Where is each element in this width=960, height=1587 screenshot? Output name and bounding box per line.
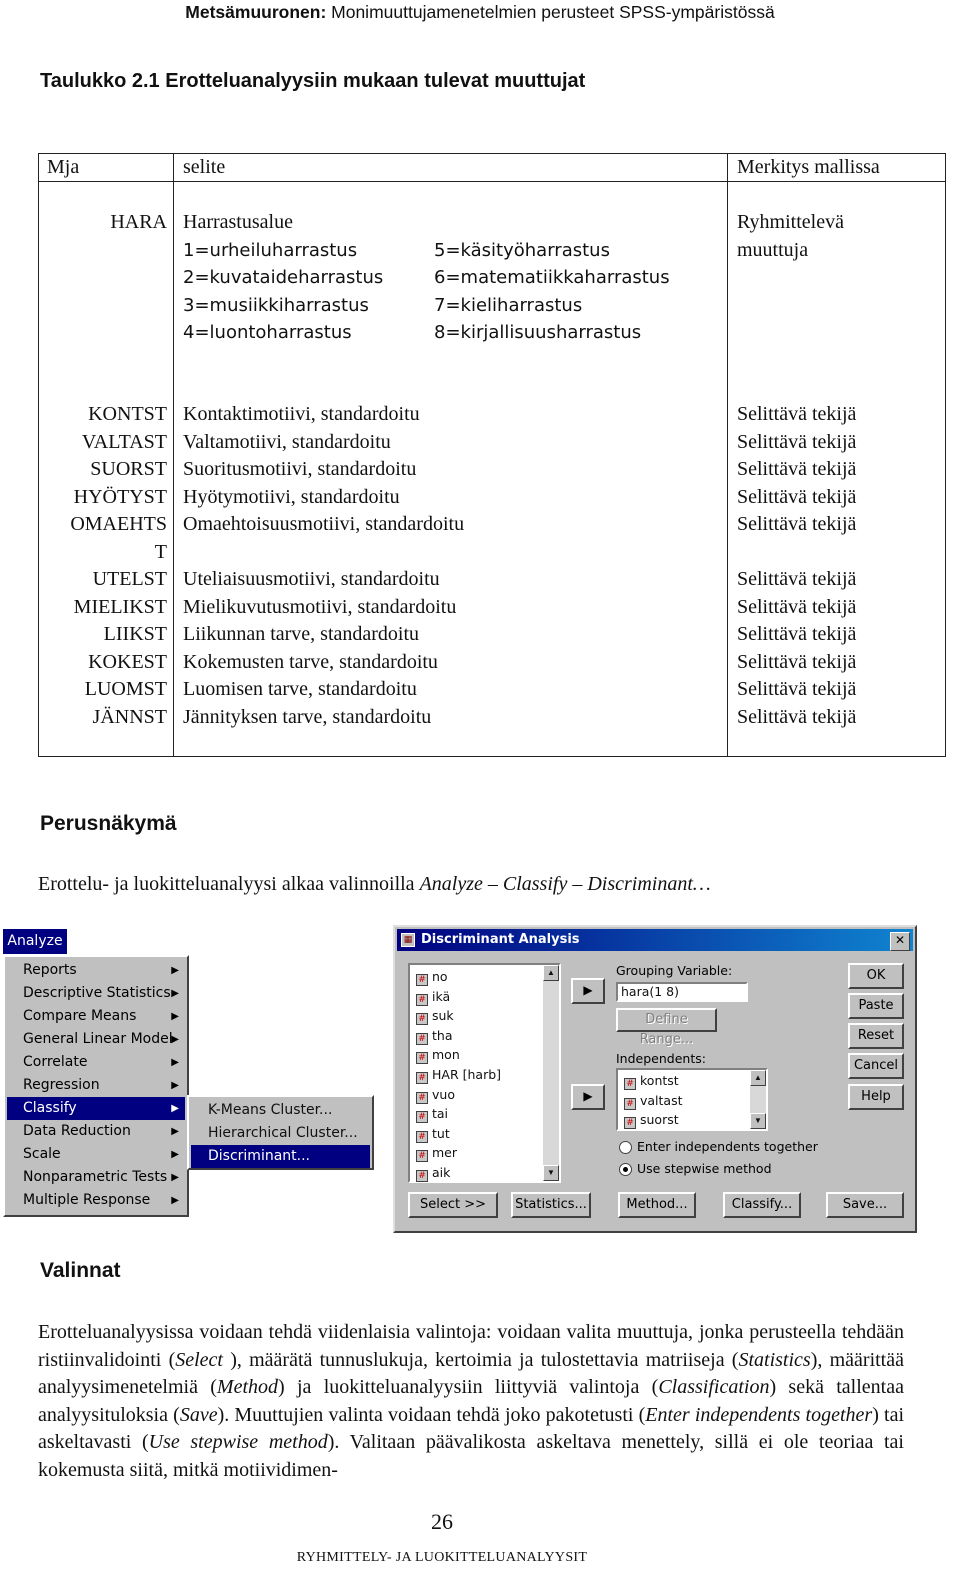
row-selite: Omaehtoisuusmotiivi, standardoitu: [183, 513, 465, 535]
variable-name: ikä: [432, 988, 451, 1004]
save-button[interactable]: Save...: [826, 1192, 904, 1218]
numeric-variable-icon: #: [416, 1052, 428, 1064]
variable-item[interactable]: [416, 1124, 450, 1144]
variables-table: [38, 153, 946, 757]
menu-item-label: Compare Means: [23, 1008, 137, 1024]
variable-list-scrollbar[interactable]: [543, 965, 559, 1181]
menu-item[interactable]: [7, 959, 185, 982]
row-selite: Liikunnan tarve, standardoitu: [183, 623, 420, 645]
menu-item[interactable]: [7, 1005, 185, 1028]
independent-item[interactable]: [624, 1071, 679, 1091]
variable-item[interactable]: [416, 1104, 448, 1124]
section-heading: Valinnat: [40, 1259, 121, 1282]
menu-item[interactable]: [7, 1074, 185, 1097]
analyze-menu-title[interactable]: Analyze: [3, 929, 67, 954]
column-divider: [727, 154, 728, 756]
hara-option: 8=kirjallisuusharrastus: [434, 322, 642, 343]
row-merkitys: Selittävä tekijä: [737, 513, 857, 535]
running-footer: RYHMITTELY- JA LUOKITTELUANALYYSIT: [296, 1550, 588, 1565]
table-caption: Taulukko 2.1 Erotteluanalyysiin mukaan tulevat muuttujat: [40, 70, 586, 92]
italic-term: Select: [175, 1348, 223, 1371]
submenu-arrow-icon: ▶: [171, 1195, 179, 1206]
numeric-variable-icon: #: [416, 1131, 428, 1143]
move-grouping-button[interactable]: ▶: [571, 978, 605, 1004]
section-heading: Perusnäkymä: [40, 812, 177, 835]
independents-list[interactable]: [616, 1068, 768, 1131]
submenu-item[interactable]: K-Means Cluster...: [208, 1102, 333, 1118]
variable-name: mon: [432, 1047, 460, 1063]
row-merkitys: Selittävä tekijä: [737, 678, 857, 700]
row-mja: KONTST: [88, 403, 167, 425]
independents-scrollbar[interactable]: [750, 1070, 766, 1129]
grouping-label: Grouping Variable:: [616, 963, 733, 978]
variable-name: no: [432, 969, 448, 984]
help-button[interactable]: Help: [848, 1084, 904, 1110]
header-author: Metsämuuronen:: [185, 2, 327, 22]
scroll-down-icon[interactable]: ▼: [750, 1113, 766, 1129]
row-merkitys: Selittävä tekijä: [737, 705, 857, 728]
header-selite: selite: [183, 156, 226, 178]
menu-item-label: Regression: [23, 1077, 100, 1093]
options-paragraph: [38, 1319, 904, 1484]
ok-button[interactable]: OK: [848, 963, 904, 989]
numeric-variable-icon: #: [416, 1150, 428, 1162]
submenu-arrow-icon: ▶: [171, 988, 179, 999]
hara-selite: Harrastusalue: [183, 211, 293, 233]
numeric-variable-icon: #: [416, 1111, 428, 1123]
independents-label: Independents:: [616, 1051, 706, 1066]
hara-option: 3=musiikkiharrastus: [183, 294, 369, 316]
paragraph-text: ) ja luokitteluanalyysiin liittyviä valintoja (: [278, 1376, 659, 1398]
running-header: [0, 0, 960, 24]
menu-item-label: Data Reduction: [23, 1123, 131, 1139]
italic-term: Use stepwise method: [148, 1431, 328, 1453]
italic-term: Save: [179, 1403, 218, 1426]
row-mja: LUOMST: [84, 678, 167, 700]
variable-name: kontst: [640, 1073, 679, 1088]
row-merkitys: Selittävä tekijä: [737, 650, 857, 673]
numeric-variable-icon: #: [416, 1013, 428, 1025]
hara-option: 1=urheiluharrastus: [183, 239, 358, 261]
variable-name: HAR [harb]: [432, 1067, 502, 1082]
independent-item[interactable]: [624, 1091, 683, 1111]
paragraph-text: ). Valitaan päävalikosta askeltava menettely, sillä ei ole teoriaa tai kokemusta siitä, mitkä motiividimen-: [38, 1431, 904, 1481]
hara-option: 5=käsityöharrastus: [434, 239, 610, 261]
numeric-variable-icon: #: [416, 1072, 428, 1084]
variable-item[interactable]: [416, 1143, 457, 1163]
paragraph-text: ), määrätä tunnuslukuja, kertoimia ja tulostettavia matriiseja (: [222, 1348, 739, 1371]
header-title: Monimuuttujamenetelmien perusteet SPSS-ympäristössä: [326, 2, 775, 22]
row-mja: SUORST: [90, 458, 167, 480]
submenu-arrow-icon: ▶: [171, 965, 179, 976]
submenu-arrow-icon: ▶: [171, 1103, 179, 1114]
scroll-down-icon[interactable]: ▼: [543, 1165, 559, 1181]
row-mja: JÄNNST: [92, 705, 167, 728]
dialog-title: Discriminant Analysis: [421, 932, 580, 947]
classify-submenu: [187, 1095, 374, 1170]
row-mja: VALTAST: [81, 430, 167, 453]
move-independents-button[interactable]: ▶: [571, 1084, 605, 1110]
discriminant-dialog: [393, 925, 917, 1233]
menu-path: Analyze – Classify – Discriminant…: [419, 873, 711, 895]
radio-stepwise[interactable]: [619, 1163, 632, 1176]
header-merkitys: Merkitys mallissa: [737, 156, 880, 178]
radio-enter-together[interactable]: [619, 1141, 632, 1154]
menu-item[interactable]: [7, 1051, 185, 1074]
variable-name: suk: [432, 1008, 454, 1024]
variable-item[interactable]: [416, 1026, 452, 1046]
menu-item-label: Scale: [23, 1146, 61, 1162]
row-merkitys: Selittävä tekijä: [737, 430, 857, 453]
row-merkitys: Selittävä tekijä: [737, 485, 857, 508]
variable-item[interactable]: [416, 987, 450, 1007]
submenu-item[interactable]: Hierarchical Cluster...: [208, 1125, 358, 1141]
row-merkitys: Selittävä tekijä: [737, 568, 857, 590]
independent-item[interactable]: [624, 1110, 679, 1130]
variable-name: tha: [432, 1027, 453, 1043]
menu-item[interactable]: [7, 1120, 185, 1143]
grouping-variable-field[interactable]: hara(1 8): [616, 982, 748, 1002]
radio-stepwise-label: Use stepwise method: [637, 1161, 772, 1176]
submenu-arrow-icon: ▶: [171, 1149, 179, 1160]
numeric-variable-icon: #: [416, 974, 428, 986]
variable-item[interactable]: [416, 1006, 454, 1026]
cancel-button[interactable]: Cancel: [848, 1053, 904, 1079]
variable-name: mer: [432, 1145, 458, 1161]
italic-term: Classification: [658, 1376, 770, 1398]
row-selite: Kontaktimotiivi, standardoitu: [183, 403, 420, 425]
menu-item-label: Classify: [23, 1100, 77, 1116]
italic-term: Enter independents together: [645, 1403, 873, 1426]
row-selite: Uteliaisuusmotiivi, standardoitu: [183, 568, 440, 590]
menu-item-label: Reports: [23, 962, 77, 978]
variable-item[interactable]: [416, 1065, 501, 1085]
paste-button[interactable]: Paste: [848, 993, 904, 1019]
row-mja: MIELIKST: [73, 595, 167, 618]
numeric-variable-icon: #: [624, 1098, 636, 1110]
menu-item-label: Multiple Response: [23, 1192, 151, 1208]
row-selite: Jännityksen tarve, standardoitu: [183, 705, 432, 728]
submenu-arrow-icon: ▶: [171, 1011, 179, 1022]
row-selite: Luomisen tarve, standardoitu: [183, 678, 417, 700]
classify-button[interactable]: Classify...: [723, 1192, 801, 1218]
submenu-arrow-icon: ▶: [171, 1172, 179, 1183]
row-mja: OMAEHTS: [70, 513, 167, 535]
intro-text: Erottelu- ja luokitteluanalyysi alkaa valinnoilla: [38, 873, 420, 895]
italic-term: Method: [216, 1376, 278, 1398]
row-mja: T: [154, 540, 167, 563]
row-selite: Hyötymotiivi, standardoitu: [183, 485, 400, 508]
variable-list[interactable]: [408, 963, 561, 1183]
row-selite: Mielikuvutusmotiivi, standardoitu: [183, 595, 457, 618]
variable-name: vuo: [432, 1086, 455, 1102]
paragraph-text: ). Muuttujien valinta voidaan tehdä joko pakotetusti (: [217, 1403, 646, 1426]
page-number: 26: [431, 1509, 453, 1534]
paragraph-text: ), määrittää analyysimenetelmiä (: [38, 1348, 904, 1398]
column-divider: [173, 154, 174, 756]
paragraph-text: ) tai askeltavasti (: [38, 1403, 905, 1453]
analyze-menu: [3, 955, 189, 1217]
row-merkitys: Selittävä tekijä: [737, 623, 857, 645]
row-merkitys: Selittävä tekijä: [737, 595, 857, 618]
row-selite: Suoritusmotiivi, standardoitu: [183, 458, 417, 480]
intro-paragraph: [38, 871, 904, 899]
menu-item-label: General Linear Model: [23, 1031, 173, 1047]
variable-item[interactable]: [416, 967, 448, 987]
statistics-button[interactable]: Statistics...: [511, 1192, 591, 1218]
variable-name: tai: [432, 1106, 449, 1122]
menu-item-label: Nonparametric Tests: [23, 1169, 168, 1185]
hara-option: 4=luontoharrastus: [183, 322, 352, 343]
row-mja: UTELST: [92, 568, 167, 590]
numeric-variable-icon: #: [416, 1170, 428, 1182]
variable-item[interactable]: [416, 1085, 455, 1105]
hara-mja: HARA: [110, 211, 167, 233]
row-mja: LIIKST: [103, 623, 167, 645]
variable-name: suorst: [640, 1112, 679, 1128]
row-merkitys: Selittävä tekijä: [737, 403, 857, 425]
reset-button[interactable]: Reset: [848, 1023, 904, 1049]
scroll-up-icon[interactable]: ▲: [543, 965, 559, 981]
italic-term: Statistics: [738, 1348, 811, 1371]
variable-name: tut: [432, 1125, 450, 1141]
menu-item-label: Correlate: [23, 1054, 88, 1070]
row-selite: Kokemusten tarve, standardoitu: [183, 650, 438, 673]
hara-option: 6=matematiikkaharrastus: [434, 267, 670, 288]
hara-merkitys: Ryhmittelevä: [737, 211, 844, 233]
submenu-arrow-icon: ▶: [171, 1034, 179, 1045]
numeric-variable-icon: #: [416, 1033, 428, 1045]
hara-merkitys: muuttuja: [737, 238, 809, 261]
submenu-item[interactable]: Discriminant...: [191, 1145, 370, 1168]
header-mja: Mja: [47, 156, 80, 178]
submenu-arrow-icon: ▶: [171, 1080, 179, 1091]
dialog-titlebar: [397, 929, 913, 951]
menu-item[interactable]: [7, 1189, 185, 1212]
paragraph-text: Erotteluanalyysissa voidaan tehdä viidenlaisia valintoja: voidaan valita muuttuja, jonka perusteella tehdään ristiinvalidointi (: [38, 1321, 904, 1371]
row-selite: Valtamotiivi, standardoitu: [183, 430, 391, 453]
select-button[interactable]: Select >>: [408, 1192, 498, 1218]
row-mja: HYÖTYST: [73, 485, 167, 508]
scroll-up-icon[interactable]: ▲: [750, 1070, 766, 1086]
variable-name: valtast: [640, 1092, 683, 1108]
row-merkitys: Selittävä tekijä: [737, 458, 857, 480]
hara-option: 2=kuvataideharrastus: [183, 267, 384, 288]
menu-item[interactable]: [7, 1166, 185, 1189]
method-button[interactable]: Method...: [618, 1192, 696, 1218]
close-icon[interactable]: ✕: [890, 932, 910, 951]
spss-app-icon: ▦: [401, 933, 415, 947]
define-range-button[interactable]: Define Range...: [616, 1008, 717, 1032]
menu-item[interactable]: [7, 1143, 185, 1166]
menu-item[interactable]: [7, 1097, 185, 1120]
numeric-variable-icon: #: [624, 1117, 636, 1129]
numeric-variable-icon: #: [416, 994, 428, 1006]
row-mja: KOKEST: [88, 650, 167, 673]
paragraph-text: ) sekä tallentaa analyysituloksia (: [38, 1376, 904, 1426]
submenu-arrow-icon: ▶: [171, 1057, 179, 1068]
menu-item[interactable]: [7, 1028, 185, 1051]
variable-name: aik: [432, 1165, 451, 1180]
variable-item[interactable]: [416, 1045, 460, 1065]
hara-option: 7=kieliharrastus: [434, 294, 583, 316]
numeric-variable-icon: #: [624, 1078, 636, 1090]
radio-enter-together-label: Enter independents together: [637, 1139, 818, 1154]
menu-item-label: Descriptive Statistics: [23, 985, 171, 1001]
submenu-arrow-icon: ▶: [171, 1126, 179, 1137]
numeric-variable-icon: #: [416, 1092, 428, 1104]
menu-item[interactable]: [7, 982, 185, 1005]
variable-item[interactable]: [416, 1163, 450, 1183]
